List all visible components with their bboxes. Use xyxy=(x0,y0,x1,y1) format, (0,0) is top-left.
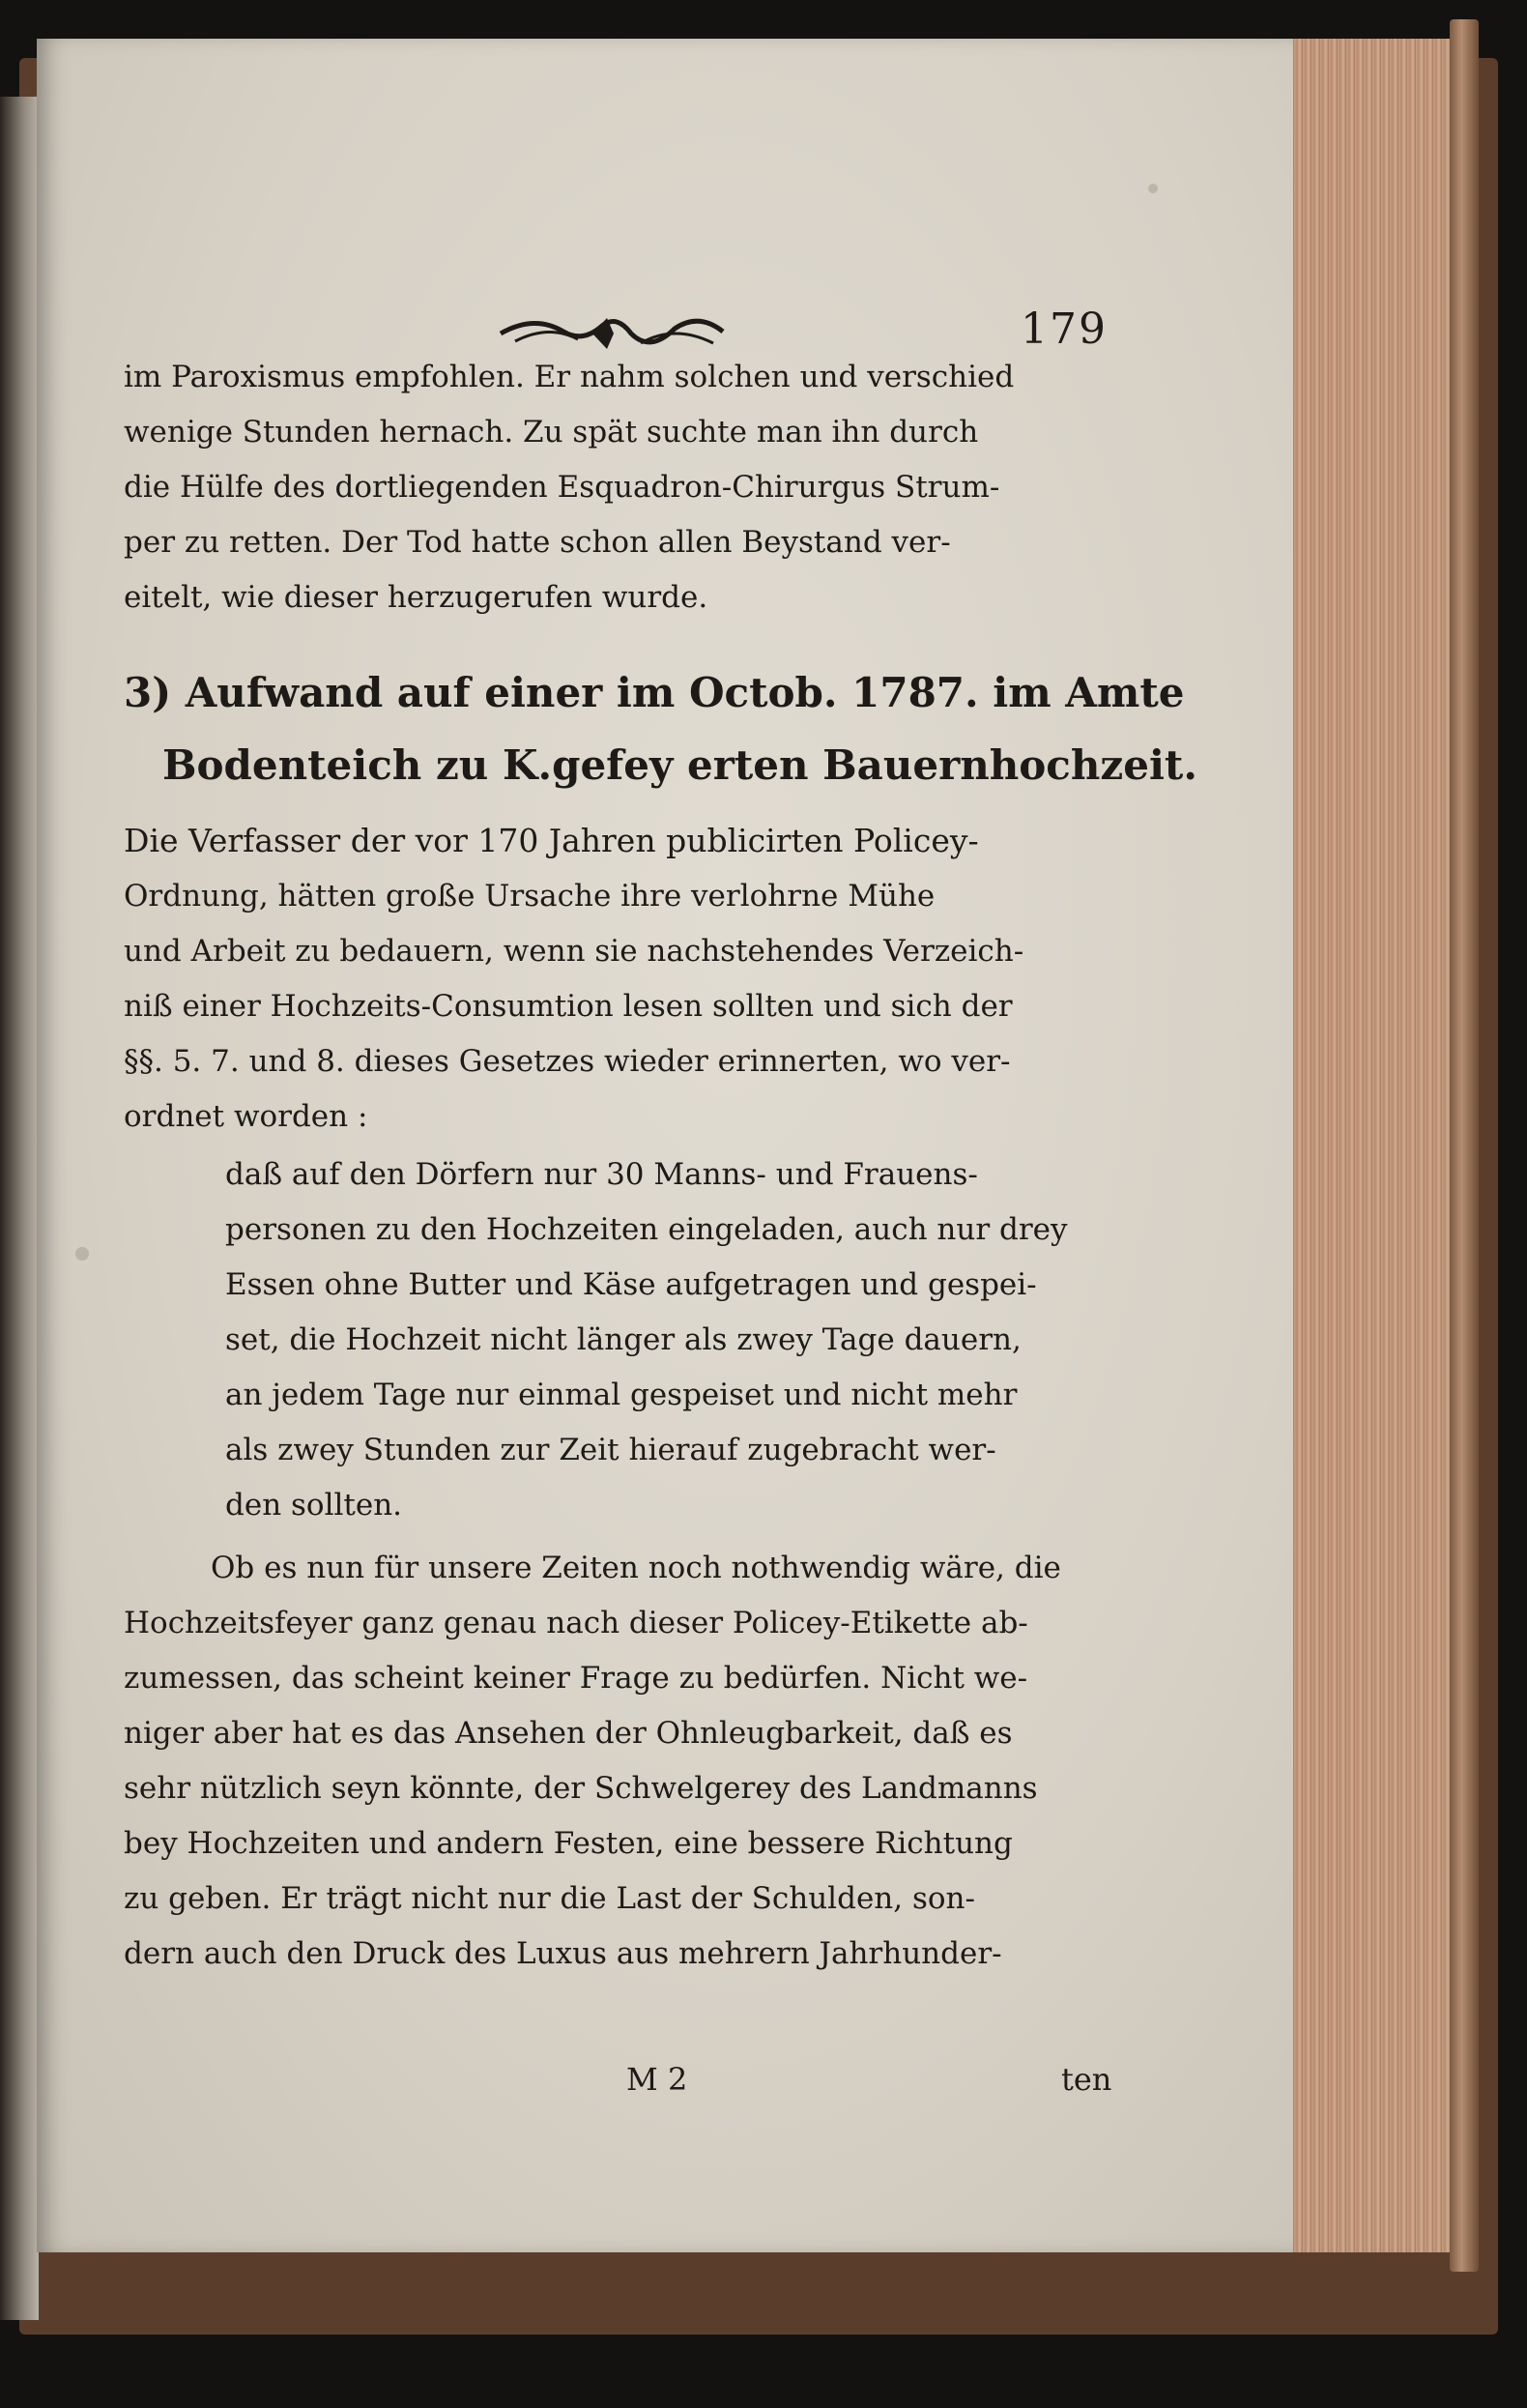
foxing-spot xyxy=(75,1247,89,1261)
quote-line: personen zu den Hochzeiten eingeladen, auch nur drey xyxy=(225,1212,1068,1247)
quote-line: an jedem Tage nur einmal gespeiset und nicht mehr xyxy=(225,1378,1018,1412)
page-number: 179 xyxy=(1021,305,1108,354)
quote-line: den sollten. xyxy=(225,1488,403,1523)
text-line: ordnet worden : xyxy=(124,1099,368,1134)
quote-line: set, die Hochzeit nicht länger als zwey Tage dauern, xyxy=(225,1322,1022,1357)
ornament-flourish-icon xyxy=(496,305,728,363)
text-line: sehr nützlich seyn könnte, der Schwelgerey des Landmanns xyxy=(124,1771,1038,1806)
text-line: Ob es nun für unsere Zeiten noch nothwendig wäre, die xyxy=(211,1551,1061,1585)
text-line: per zu retten. Der Tod hatte schon allen Beystand ver- xyxy=(124,525,951,560)
page-stack-edge xyxy=(1285,39,1469,2252)
section-heading: 3) Aufwand auf einer im Octob. 1787. im Amte xyxy=(124,669,1185,716)
signature-mark: M 2 xyxy=(626,2061,688,2098)
quote-line: daß auf den Dörfern nur 30 Manns- und Frauens- xyxy=(225,1157,978,1192)
text-line: wenige Stunden hernach. Zu spät suchte man ihn durch xyxy=(124,415,979,450)
book-page xyxy=(37,39,1293,2252)
text-line: eitelt, wie dieser herzugerufen wurde. xyxy=(124,580,708,615)
facing-page-edge xyxy=(0,97,39,2320)
text-line: Die Verfasser der vor 170 Jahren publicirten Policey- xyxy=(124,822,979,859)
text-line: §§. 5. 7. und 8. dieses Gesetzes wieder erinnerten, wo ver- xyxy=(124,1044,1011,1079)
text-line: im Paroxismus empfohlen. Er nahm solchen und verschied xyxy=(124,360,1015,394)
text-line: niß einer Hochzeits-Consumtion lesen sollten und sich der xyxy=(124,989,1013,1024)
text-line: Ordnung, hätten große Ursache ihre verlohrne Mühe xyxy=(124,879,936,914)
text-line: niger aber hat es das Ansehen der Ohnleugbarkeit, daß es xyxy=(124,1716,1013,1751)
text-line: und Arbeit zu bedauern, wenn sie nachstehendes Verzeich- xyxy=(124,934,1024,969)
catchword: ten xyxy=(1061,2061,1112,2098)
text-line: dern auch den Druck des Luxus aus mehrern Jahrhunder- xyxy=(124,1936,1002,1971)
quote-line: als zwey Stunden zur Zeit hierauf zugebracht wer- xyxy=(225,1433,996,1467)
foxing-spot xyxy=(1148,184,1158,193)
text-line: zu geben. Er trägt nicht nur die Last der Schulden, son- xyxy=(124,1881,975,1916)
text-line: zumessen, das scheint keiner Frage zu bedürfen. Nicht we- xyxy=(124,1661,1028,1696)
text-line: die Hülfe des dortliegenden Esquadron-Chirurgus Strum- xyxy=(124,470,1000,505)
section-heading: Bodenteich zu K.gefey erten Bauernhochzeit. xyxy=(162,741,1197,789)
text-line: bey Hochzeiten und andern Festen, eine bessere Richtung xyxy=(124,1826,1013,1861)
book-cover-edge xyxy=(1450,19,1479,2272)
quote-line: Essen ohne Butter und Käse aufgetragen und gespei- xyxy=(225,1267,1037,1302)
text-line: Hochzeitsfeyer ganz genau nach dieser Policey-Etikette ab- xyxy=(124,1606,1028,1640)
